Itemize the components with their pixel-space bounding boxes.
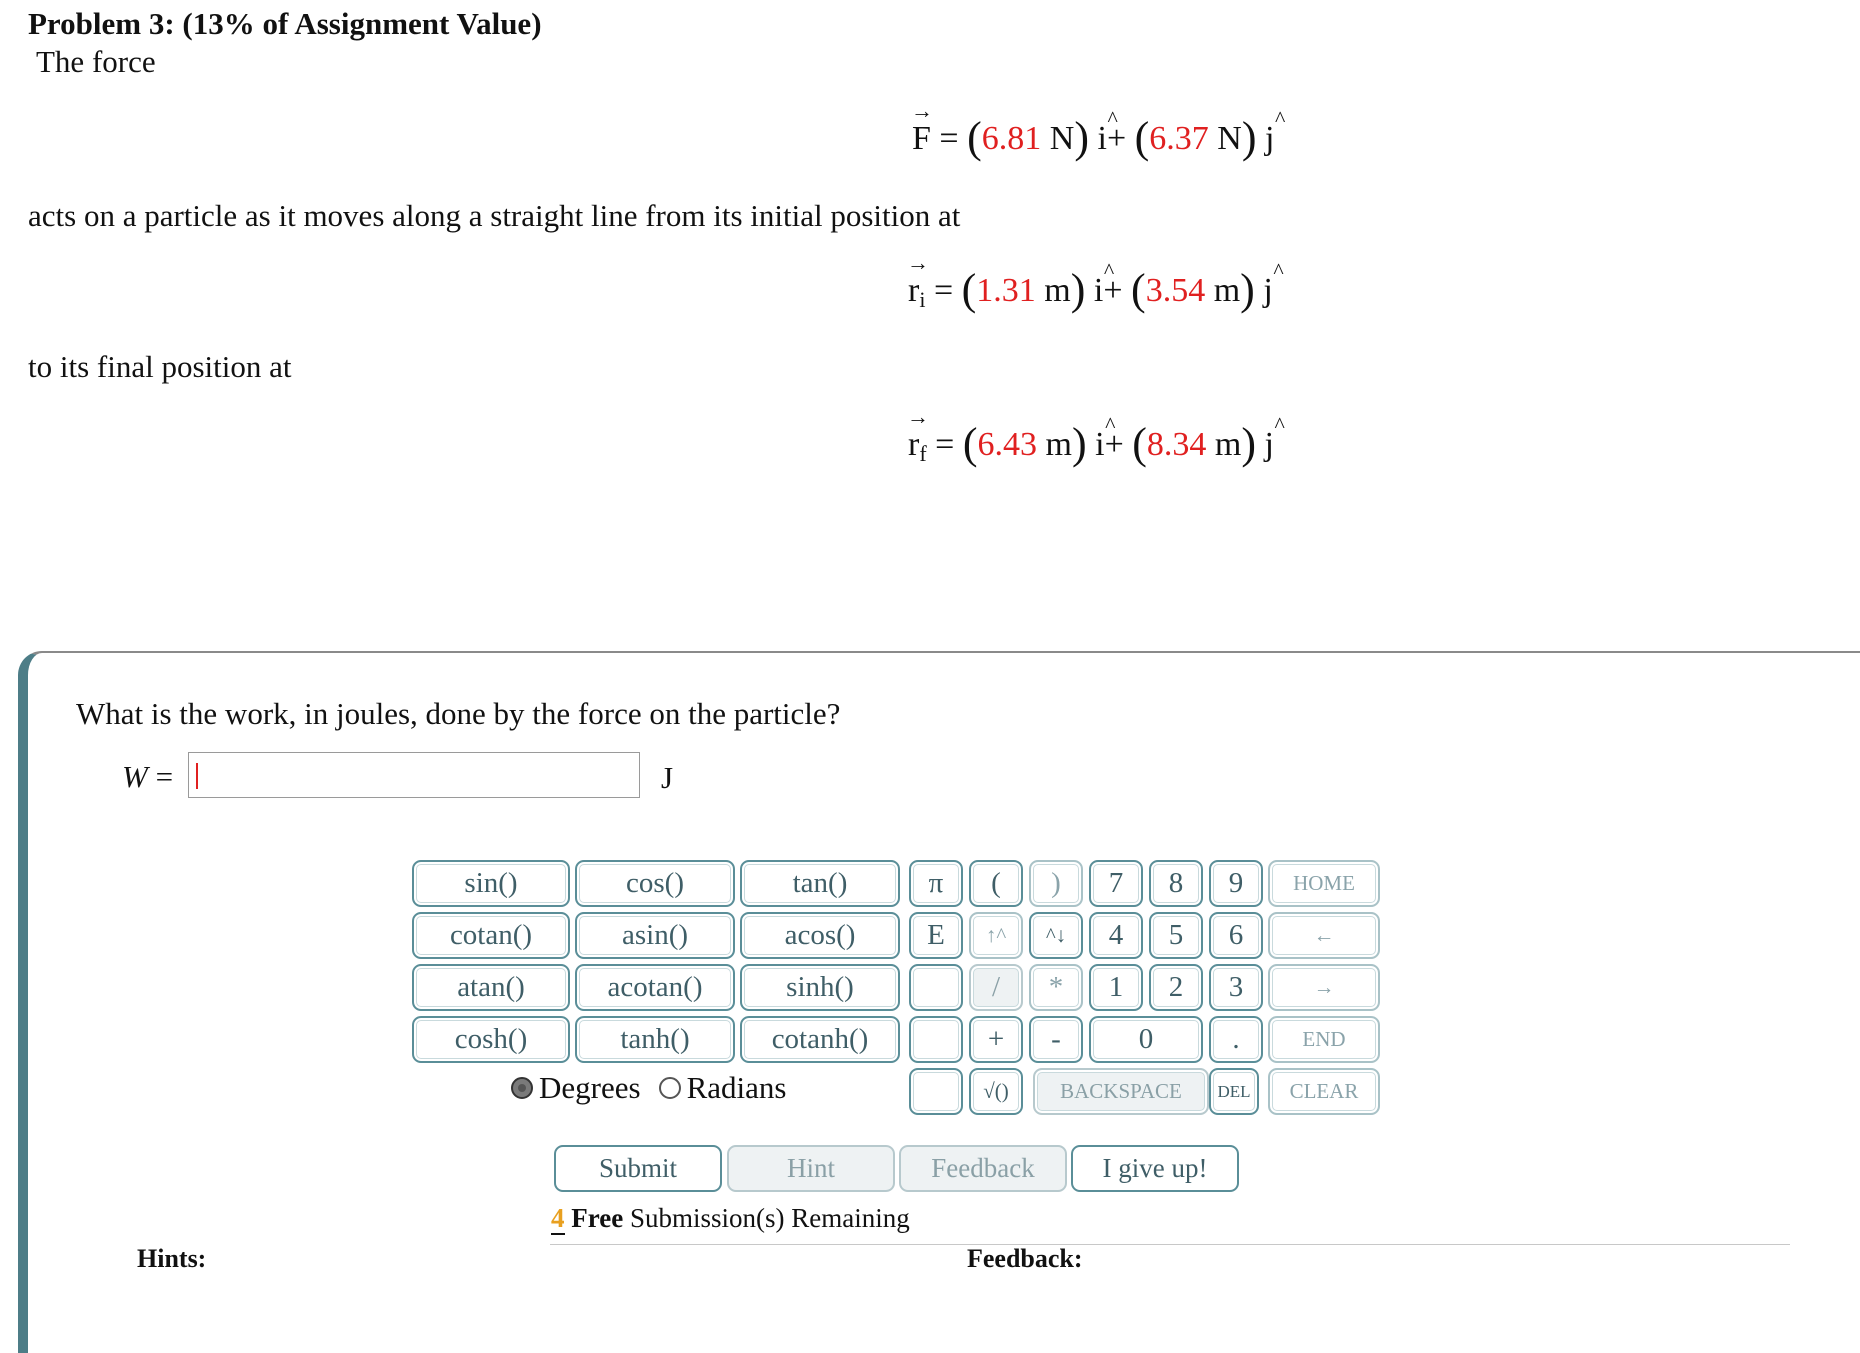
degrees-label[interactable]: Degrees	[539, 1070, 641, 1105]
clear-button[interactable]: CLEAR	[1268, 1068, 1380, 1115]
sinh-button[interactable]: sinh()	[740, 964, 900, 1011]
tanh-button[interactable]: tanh()	[575, 1016, 735, 1063]
acos-button[interactable]: acos()	[740, 912, 900, 959]
end-button[interactable]: END	[1268, 1016, 1380, 1063]
digit-0-button[interactable]: 0	[1089, 1016, 1203, 1063]
hints-heading: Hints:	[137, 1244, 207, 1273]
initial-x-value: 1.31	[976, 272, 1036, 309]
del-button[interactable]: DEL	[1209, 1068, 1259, 1115]
answer-unit: J	[661, 760, 674, 795]
initial-position-equation: → $r_i = (1.31$ m) i ^+ (3.54 m) j ^	[908, 264, 1273, 315]
close-paren-button[interactable]: )	[1029, 860, 1083, 907]
e-button[interactable]: E	[909, 912, 963, 959]
force-x-value: 6.81	[981, 120, 1042, 157]
feedback-button[interactable]: Feedback	[899, 1145, 1067, 1192]
blank-key-1[interactable]	[909, 964, 963, 1011]
home-button[interactable]: HOME	[1268, 860, 1380, 907]
hint-button[interactable]: Hint	[727, 1145, 895, 1192]
problem-text-1: acts on a particle as it moves along a straight line from its initial position at	[28, 198, 961, 233]
initial-symbol: → r	[908, 272, 919, 310]
digit-5-button[interactable]: 5	[1149, 912, 1203, 959]
divide-button[interactable]: /	[969, 964, 1023, 1011]
force-symbol: → F	[912, 120, 931, 158]
digit-1-button[interactable]: 1	[1089, 964, 1143, 1011]
pi-button[interactable]: π	[909, 860, 963, 907]
answer-input[interactable]	[188, 752, 640, 798]
plus-button[interactable]: +	[969, 1016, 1023, 1063]
degrees-radio[interactable]	[511, 1077, 533, 1099]
radians-label[interactable]: Radians	[686, 1070, 787, 1105]
cotan-button[interactable]: cotan()	[412, 912, 570, 959]
cursor-right-button[interactable]: →	[1268, 964, 1380, 1011]
give-up-button[interactable]: I give up!	[1071, 1145, 1239, 1192]
tan-button[interactable]: tan()	[740, 860, 900, 907]
submissions-remaining: 4 Free Submission(s) Remaining	[551, 1203, 910, 1233]
submit-button[interactable]: Submit	[554, 1145, 722, 1192]
unit-vector-j: j ^	[1265, 120, 1274, 158]
backspace-button[interactable]: BACKSPACE	[1033, 1068, 1209, 1115]
radians-radio[interactable]	[659, 1077, 681, 1099]
digit-3-button[interactable]: 3	[1209, 964, 1263, 1011]
initial-y-value: 3.54	[1145, 272, 1206, 309]
superscript-up-button[interactable]: ↑^	[969, 912, 1023, 959]
digit-6-button[interactable]: 6	[1209, 912, 1263, 959]
open-paren-button[interactable]: (	[969, 860, 1023, 907]
cos-button[interactable]: cos()	[575, 860, 735, 907]
multiply-button[interactable]: *	[1029, 964, 1083, 1011]
problem-text-2: to its final position at	[28, 349, 292, 384]
answer-label: W =	[122, 759, 174, 794]
final-x-value: 6.43	[977, 426, 1037, 463]
digit-7-button[interactable]: 7	[1089, 860, 1143, 907]
cursor-left-button[interactable]: ←	[1268, 912, 1380, 959]
unit-vector-i: i ^	[1097, 120, 1106, 158]
digit-9-button[interactable]: 9	[1209, 860, 1263, 907]
superscript-down-button[interactable]: ^↓	[1029, 912, 1083, 959]
feedback-heading: Feedback:	[967, 1244, 1083, 1273]
blank-key-2[interactable]	[909, 1016, 963, 1063]
angle-mode-selector	[511, 1070, 786, 1106]
final-symbol: → r	[908, 426, 919, 464]
cosh-button[interactable]: cosh()	[412, 1016, 570, 1063]
final-position-equation: → $r_f = (6.43$ m) i ^+ (8.34 m) j ^	[908, 418, 1274, 469]
blank-key-3[interactable]	[909, 1068, 963, 1115]
digit-8-button[interactable]: 8	[1149, 860, 1203, 907]
sin-button[interactable]: sin()	[412, 860, 570, 907]
question-text: What is the work, in joules, done by the force on the particle?	[76, 696, 841, 731]
final-y-value: 8.34	[1146, 426, 1207, 463]
force-y-value: 6.37	[1149, 120, 1209, 157]
minus-button[interactable]: -	[1029, 1016, 1083, 1063]
divider	[550, 1244, 1790, 1245]
acotan-button[interactable]: acotan()	[575, 964, 735, 1011]
submissions-count: 4	[551, 1203, 565, 1233]
cotanh-button[interactable]: cotanh()	[740, 1016, 900, 1063]
asin-button[interactable]: asin()	[575, 912, 735, 959]
problem-title: Problem 3: (13% of Assignment Value)	[28, 6, 542, 41]
force-equation: → F = (6.81 N) i ^+ (6.37 N) j ^	[912, 112, 1274, 163]
sqrt-button[interactable]: √()	[969, 1068, 1023, 1115]
digit-2-button[interactable]: 2	[1149, 964, 1203, 1011]
digit-4-button[interactable]: 4	[1089, 912, 1143, 959]
text-caret	[196, 763, 198, 789]
problem-intro: The force	[36, 44, 156, 79]
atan-button[interactable]: atan()	[412, 964, 570, 1011]
decimal-point-button[interactable]: .	[1209, 1016, 1263, 1063]
